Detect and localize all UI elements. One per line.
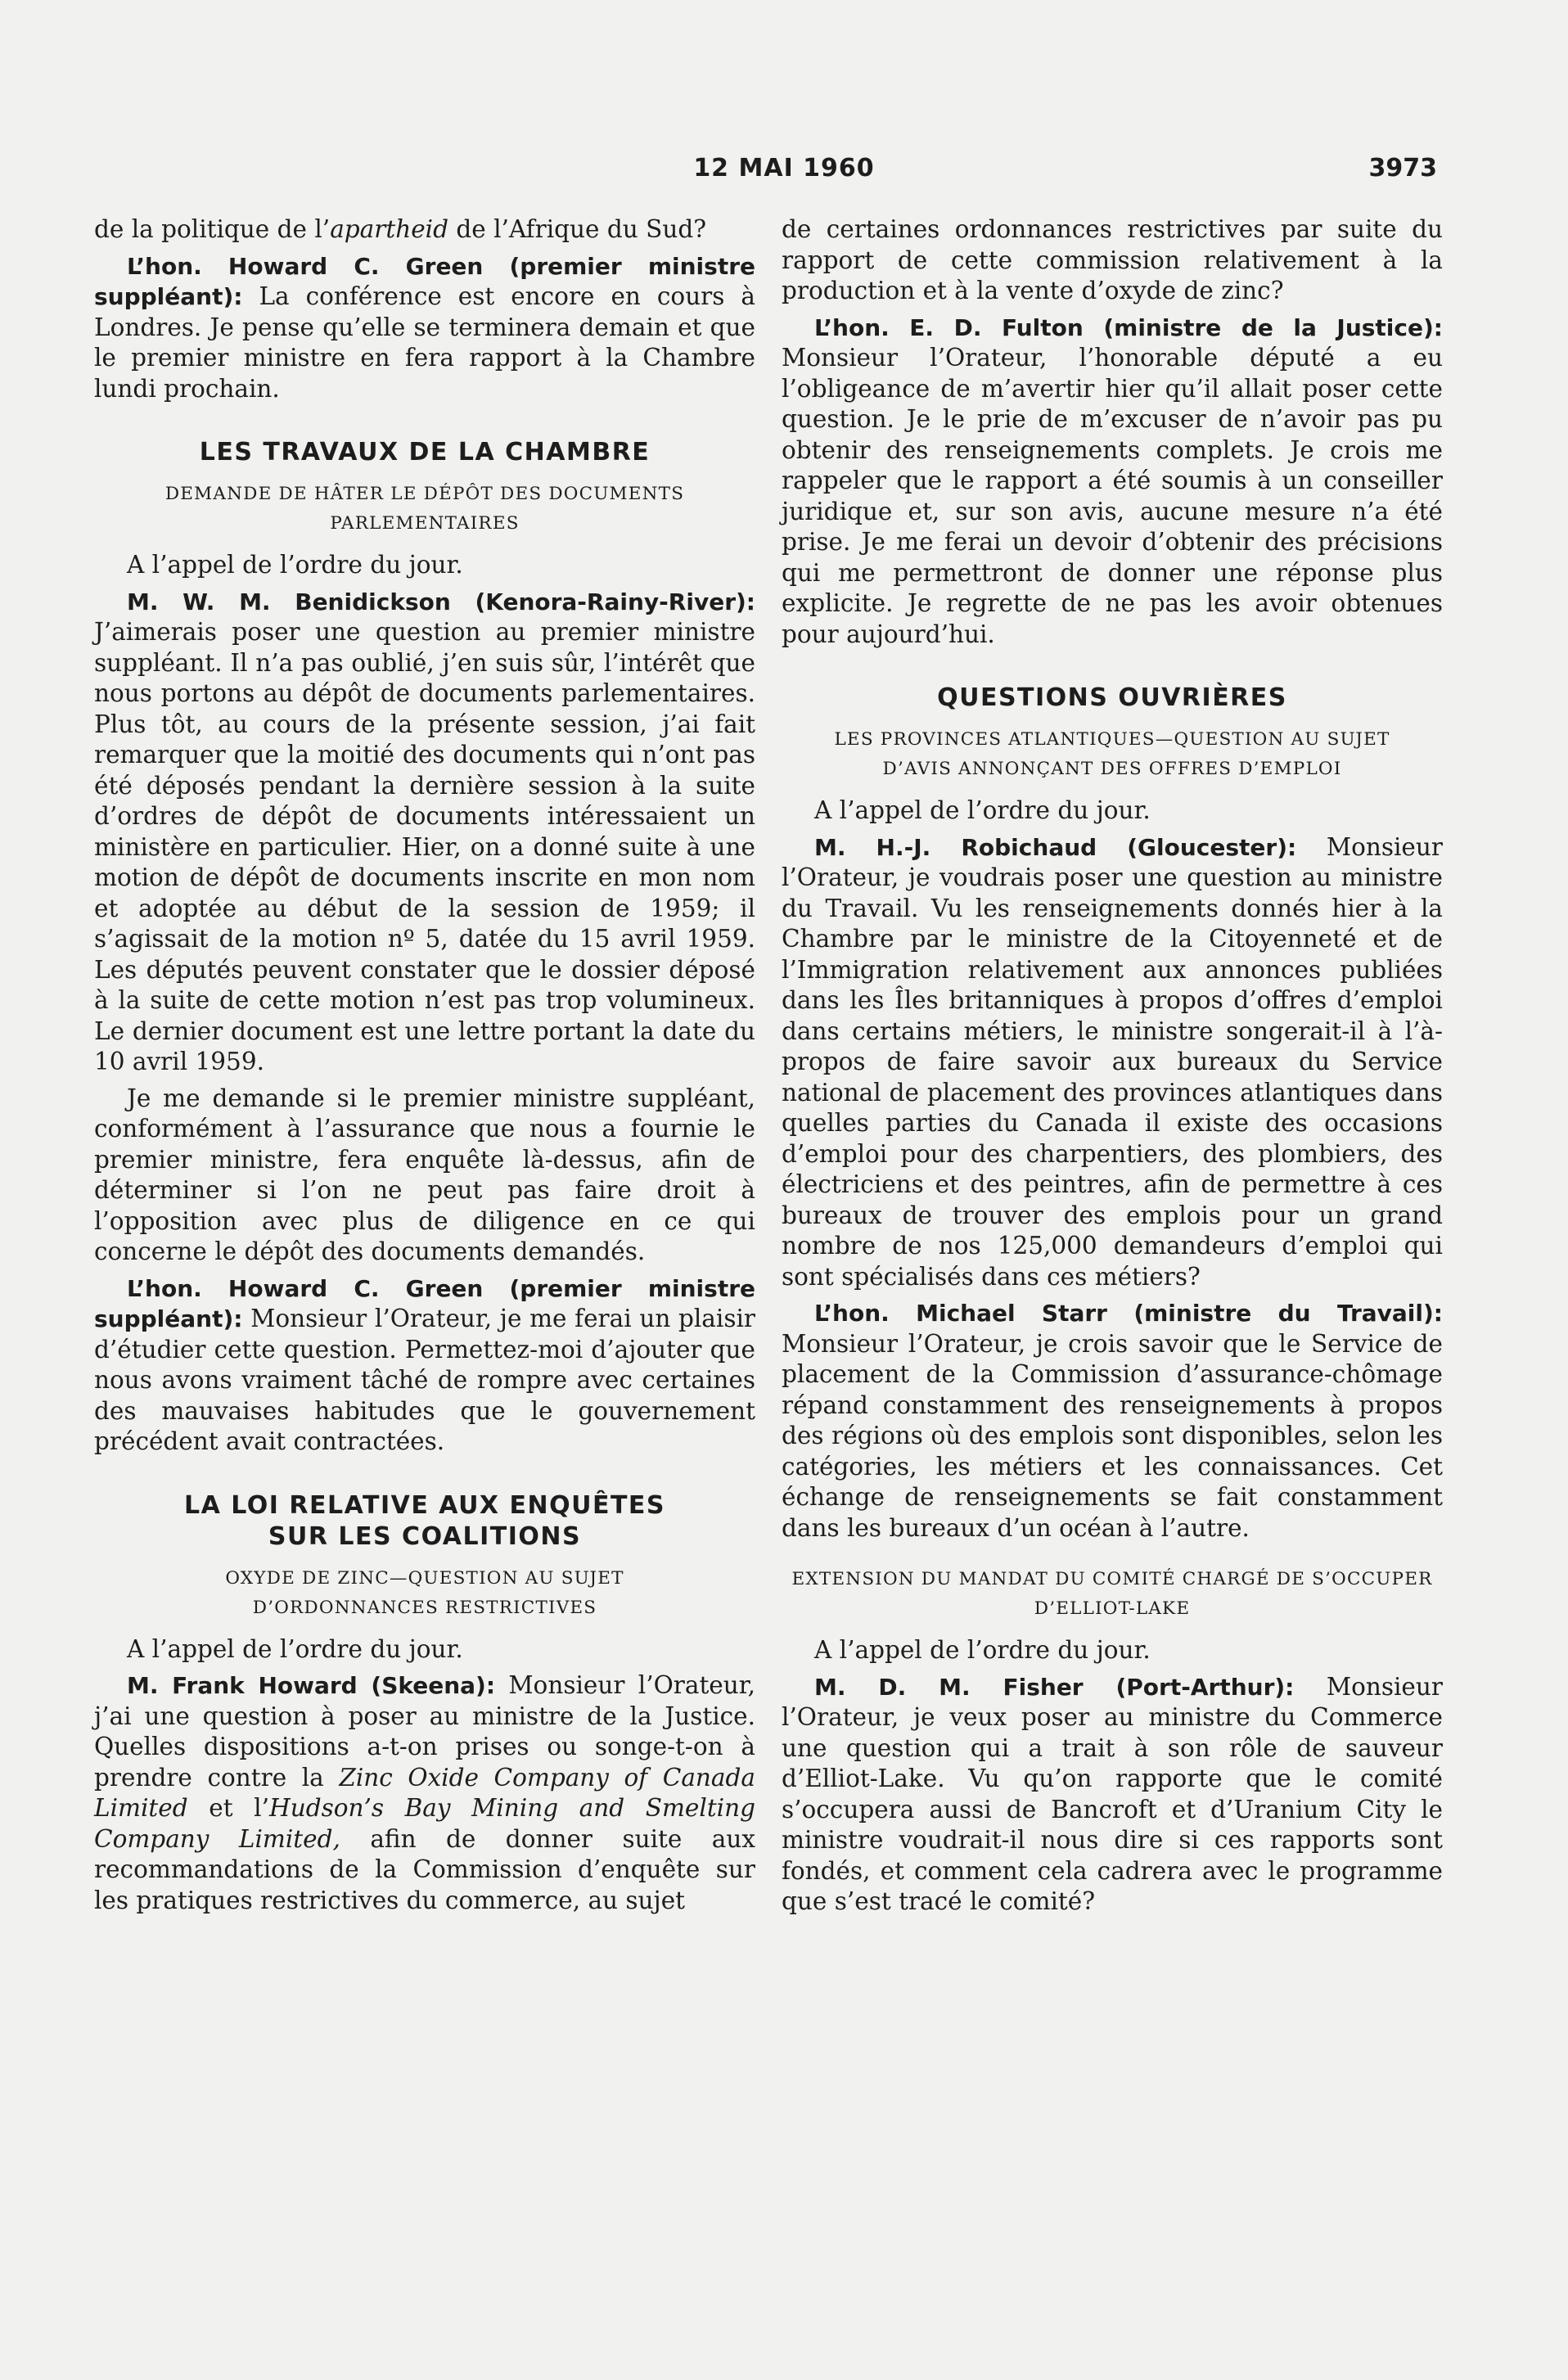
speaker-name: M. H.-J. Robichaud (Gloucester): — [814, 833, 1297, 861]
paragraph: L’hon. E. D. Fulton (ministre de la Justice): Monsieur l’Orateur, l’honorable député a eu l’obligeance de m’avertir hier qu’il allait poser cette question. Je le prie de m’excuser de n’avoir pas pu obtenir des renseignements complets. Je crois me rappeler que le rapport a été soumis à un conseiller juridique et, sur son avis, aucune mesure n’a été prise. Je me ferai un devoir d’obtenir des précisions qui me permettront de donner une réponse plus explicite. Je regrette de ne pas les avoir obtenues pour aujourd’hui. — [782, 313, 1443, 648]
speaker-name: M. D. M. Fisher (Port-Arthur): — [814, 1673, 1295, 1701]
page-header — [0, 154, 1568, 187]
subsection-heading: EXTENSION DU MANDAT DU COMITÉ CHARGÉ DE S’OCCUPER D’ELLIOT-LAKE — [791, 1569, 1433, 1619]
subsection-heading: OXYDE DE ZINC—QUESTION AU SUJET D’ORDONNANCES RESTRICTIVES — [225, 1567, 624, 1618]
right-column — [782, 214, 1443, 1923]
paragraph: A l’appel de l’ordre du jour. — [127, 1634, 463, 1663]
paragraph: de certaines ordonnances restrictives par suite du rapport de cette commission relativement à la production et à la vente d’oxyde de zinc? — [782, 215, 1443, 304]
speaker-name: L’hon. Howard C. Green (premier ministre suppléant): — [94, 252, 755, 310]
subsection-heading: LES PROVINCES ATLANTIQUES—QUESTION AU SUJET D’AVIS ANNONÇANT DES OFFRES D’EMPLOI — [834, 729, 1390, 779]
page-date: 12 MAI 1960 — [693, 154, 875, 183]
paragraph: A l’appel de l’ordre du jour. — [814, 796, 1151, 824]
paragraph: Je me demande si le premier ministre suppléant, conformément à l’assurance que nous a fournie le premier ministre, fera enquête là-dessus, afin de déterminer si l’on ne peut pas faire droit à l’opposition avec plus de diligence en ce qui concerne le dépôt des documents demandés. — [94, 1084, 755, 1265]
section-heading: LES TRAVAUX DE LA CHAMBRE — [199, 438, 651, 467]
speaker-name: M. Frank Howard (Skeena): — [127, 1672, 496, 1699]
paragraph: M. D. M. Fisher (Port-Arthur): Monsieur l’Orateur, je veux poser au ministre du Commerce une question qui a trait à son rôle de sauveur d’Elliot-Lake. Vu qu’on rapporte que le comité s’occupera aussi de Bancroft et d’Uranium City le ministre voudrait-il nous dire si ces rapports sont fondés, et comment cela cadrera avec le programme que s’est tracé le comité? — [782, 1672, 1443, 1915]
speaker-name: L’hon. Michael Starr (ministre du Travail): — [814, 1300, 1443, 1327]
section-heading: LA LOI RELATIVE AUX ENQUÊTES SUR LES COALITIONS — [183, 1490, 666, 1551]
paragraph: L’hon. Howard C. Green (premier ministre suppléant): La conférence est encore en cours à Londres. Je pense qu’elle se terminera demain et que le premier ministre en fera rapport à la Chambre lundi prochain. — [94, 252, 755, 403]
paragraph: A l’appel de l’ordre du jour. — [814, 1636, 1151, 1664]
paragraph: M. W. M. Benidickson (Kenora-Rainy-River): J’aimerais poser une question au premier ministre suppléant. Il n’a pas oublié, j’en suis sûr, l’intérêt que nous portons au dépôt de documents parlementaires. Plus tôt, au cours de la présente session, j’ai fait remarquer que la moitié des documents qui n’ont pas été déposés pendant la dernière session à la suite d’ordres de dépôt de documents intéressaient un ministère en particulier. Hier, on a donné suite à une motion de dépôt de documents inscrite en mon nom et adoptée au début de la session de 1959; il s’agissait de la motion nº 5, datée du 15 avril 1959. Les députés peuvent constater que le dossier déposé à la suite de cette motion n’est pas trop volumineux. Le dernier document est une lettre portant la date du 10 avril 1959. — [94, 588, 755, 1075]
paragraph: L’hon. Howard C. Green (premier ministre suppléant): Monsieur l’Orateur, je me ferai un plaisir d’étudier cette question. Permettez-moi d’ajouter que nous avons vraiment tâché de rompre avec certaines des mauvaises habitudes que le gouvernement précédent avait contractées. — [94, 1274, 755, 1455]
paragraph: A l’appel de l’ordre du jour. — [127, 551, 463, 579]
subsection-heading: DEMANDE DE HÂTER LE DÉPÔT DES DOCUMENTS PARLEMENTAIRES — [164, 484, 685, 534]
page-number: 3973 — [1368, 154, 1437, 183]
left-column — [94, 214, 755, 1922]
paragraph: de la politique de l’apartheid de l’Afrique du Sud? — [94, 215, 707, 243]
paragraph: M. Frank Howard (Skeena): Monsieur l’Orateur, j’ai une question à poser au ministre de la Justice. Quelles dispositions a-t-on prises ou songe-t-on à prendre contre la Zinc Oxide Company of Canada Limited et l’Hudson’s Bay Mining and Smelting Company Limited, afin de donner suite aux recommandations de la Commission d’enquête sur les pratiques restrictives du commerce, au sujet — [94, 1671, 755, 1914]
paragraph: M. H.-J. Robichaud (Gloucester): Monsieur l’Orateur, je voudrais poser une question au ministre du Travail. Vu les renseignements donnés hier à la Chambre par le ministre de la Citoyenneté et de l’Immigration relativement aux annonces publiées dans les Îles britanniques à propos d’offres d’emploi dans certains métiers, le ministre songerait-il à l’à-propos de faire savoir aux bureaux du Service national de placement des provinces atlantiques dans quelles parties du Canada il existe des occasions d’emploi pour des charpentiers, des plombiers, des électriciens et des peintres, afin de permettre à ces bureaux de trouver des emplois pour un grand nombre de nos 125,000 demandeurs d’emploi qui sont spécialisés dans ces métiers? — [782, 832, 1443, 1291]
speaker-name: L’hon. Howard C. Green (premier ministre suppléant): — [94, 1274, 755, 1332]
speaker-name: M. W. M. Benidickson (Kenora-Rainy-River): — [127, 588, 755, 615]
paragraph: L’hon. Michael Starr (ministre du Travail): Monsieur l’Orateur, je crois savoir que le Service de placement de la Commission d’assurance-chômage répand constamment des renseignements à propos des régions où des emplois sont disponibles, selon les catégories, les métiers et les connaissances. Cet échange de renseignements se fait constamment dans les bureaux d’un océan à l’autre. — [782, 1300, 1443, 1542]
speaker-name: L’hon. E. D. Fulton (ministre de la Justice): — [814, 313, 1443, 341]
section-heading: QUESTIONS OUVRIÈRES — [937, 683, 1287, 712]
